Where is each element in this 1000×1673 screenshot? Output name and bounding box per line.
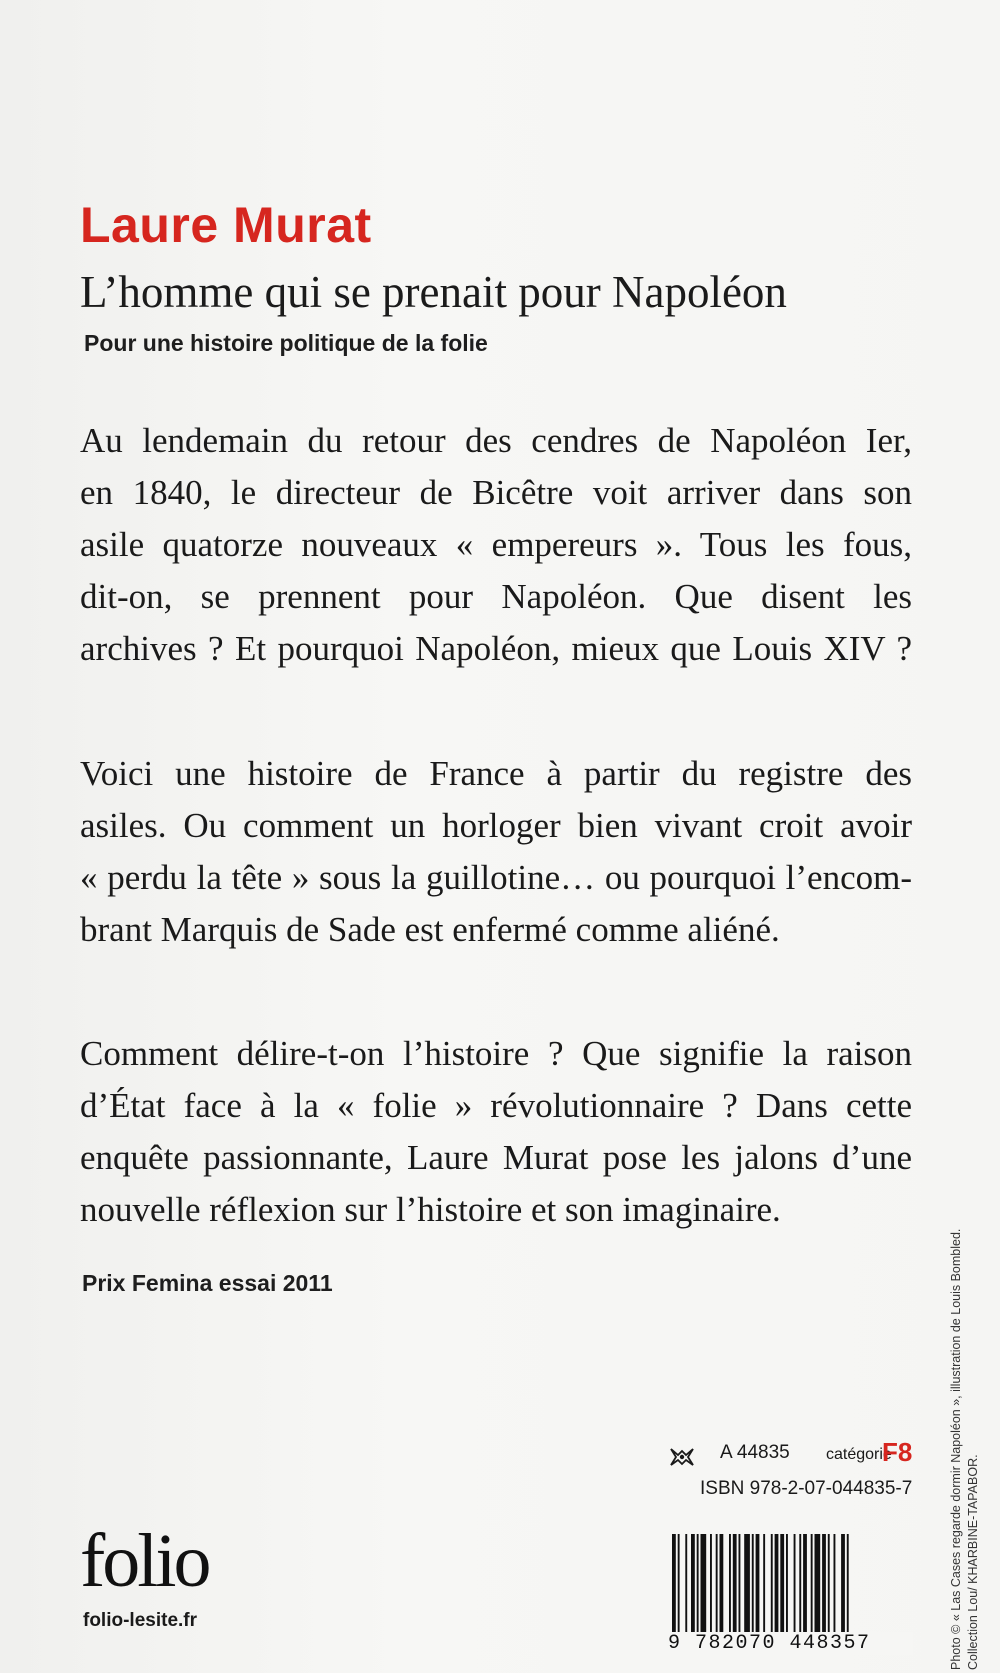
barcode-bar <box>697 1534 699 1632</box>
photo-credit <box>948 1229 982 1670</box>
book-subtitle: Pour une histoire politique de la folie <box>84 330 488 356</box>
barcode-bar <box>763 1534 765 1632</box>
barcode-bar <box>685 1534 687 1632</box>
catalog-block <box>668 1437 930 1662</box>
blurb-line: asile quatorze nouveaux « empereurs ». Tous les fous, <box>80 525 912 564</box>
blurb-line: Voici une histoire de France à partir du registre des <box>80 754 912 793</box>
blurb-line: « perdu la tête » sous la guillotine… ou pourquoi l’encom- <box>80 858 912 897</box>
barcode-bar <box>729 1534 731 1632</box>
barcode-bar <box>756 1534 760 1632</box>
barcode <box>668 1532 913 1656</box>
barcode-bar <box>739 1534 741 1632</box>
blurb-line: brant Marquis de Sade est enfermé comme aliéné. <box>80 910 780 949</box>
blurb-line: archives ? Et pourquoi Napoléon, mieux que Louis XIV ? <box>80 629 912 668</box>
barcode-bar <box>811 1534 813 1632</box>
blurb-line: d’État face à la « folie » révolutionnaire ? Dans cette <box>80 1086 912 1125</box>
barcode-bar <box>834 1534 836 1632</box>
barcode-bar <box>752 1534 754 1632</box>
barcode-bar <box>678 1534 680 1632</box>
barcode-digits: 9 782070 448357 <box>668 1632 913 1655</box>
category-code: F8 <box>882 1437 913 1467</box>
barcode-bar <box>841 1534 845 1632</box>
isbn: ISBN 978-2-07-044835-7 <box>700 1478 913 1499</box>
barcode-bar <box>794 1534 796 1632</box>
barcode-bar <box>780 1534 784 1632</box>
blurb-line: Comment délire-t-on l’histoire ? Que signifie la raison <box>80 1034 912 1073</box>
barcode-bars <box>668 1532 913 1636</box>
barcode-bar <box>716 1534 718 1632</box>
barcode-bar <box>822 1534 826 1632</box>
folio-logo: folio <box>80 1519 209 1603</box>
barcode-bar <box>815 1534 821 1632</box>
blurb-line: en 1840, le directeur de Bicêtre voit arriver dans son <box>80 473 912 512</box>
barcode-bar <box>733 1534 737 1632</box>
barcode-bar <box>803 1534 807 1632</box>
gallimard-emblem-icon <box>668 1445 696 1469</box>
barcode-bar <box>744 1534 750 1632</box>
blurb-paragraph-1 <box>80 415 912 675</box>
publisher-website: folio-lesite.fr <box>83 1610 198 1631</box>
blurb-line: nouvelle réflexion sur l’histoire et son imaginaire. <box>80 1190 781 1229</box>
barcode-bar <box>720 1534 724 1632</box>
award-label: Prix Femina essai 2011 <box>82 1270 333 1296</box>
barcode-bar <box>771 1534 773 1632</box>
photo-credit-line: Collection Lou/ KHARBINE-TAPABOR. <box>966 1454 980 1670</box>
barcode-bar <box>847 1534 849 1632</box>
blurb-line: dit-on, se prennent pour Napoléon. Que disent les <box>80 577 912 616</box>
category-label: catégorie <box>826 1446 892 1463</box>
author-name: Laure Murat <box>80 197 372 253</box>
photo-credit-line: Photo © « Las Cases regarde dormir Napoléon », illustration de Louis Bombled. <box>949 1228 963 1670</box>
barcode-bar <box>786 1534 788 1632</box>
barcode-bar <box>828 1534 830 1632</box>
blurb-line: asiles. Ou comment un horloger bien vivant croit avoir <box>80 806 912 845</box>
barcode-bar <box>775 1534 779 1632</box>
book-title: L’homme qui se prenait pour Napoléon <box>80 267 787 317</box>
barcode-bar <box>710 1534 712 1632</box>
barcode-bar <box>701 1534 707 1632</box>
catalog-reference: A 44835 <box>720 1442 790 1463</box>
blurb-line: enquête passionnante, Laure Murat pose les jalons d’une <box>80 1138 912 1177</box>
blurb-line: Au lendemain du retour des cendres de Napoléon Ier, <box>80 421 912 460</box>
barcode-bar <box>672 1534 676 1632</box>
barcode-bar <box>799 1534 801 1632</box>
barcode-bar <box>691 1534 695 1632</box>
blurb-paragraph-2 <box>80 748 912 956</box>
blurb-paragraph-3 <box>80 1028 912 1236</box>
